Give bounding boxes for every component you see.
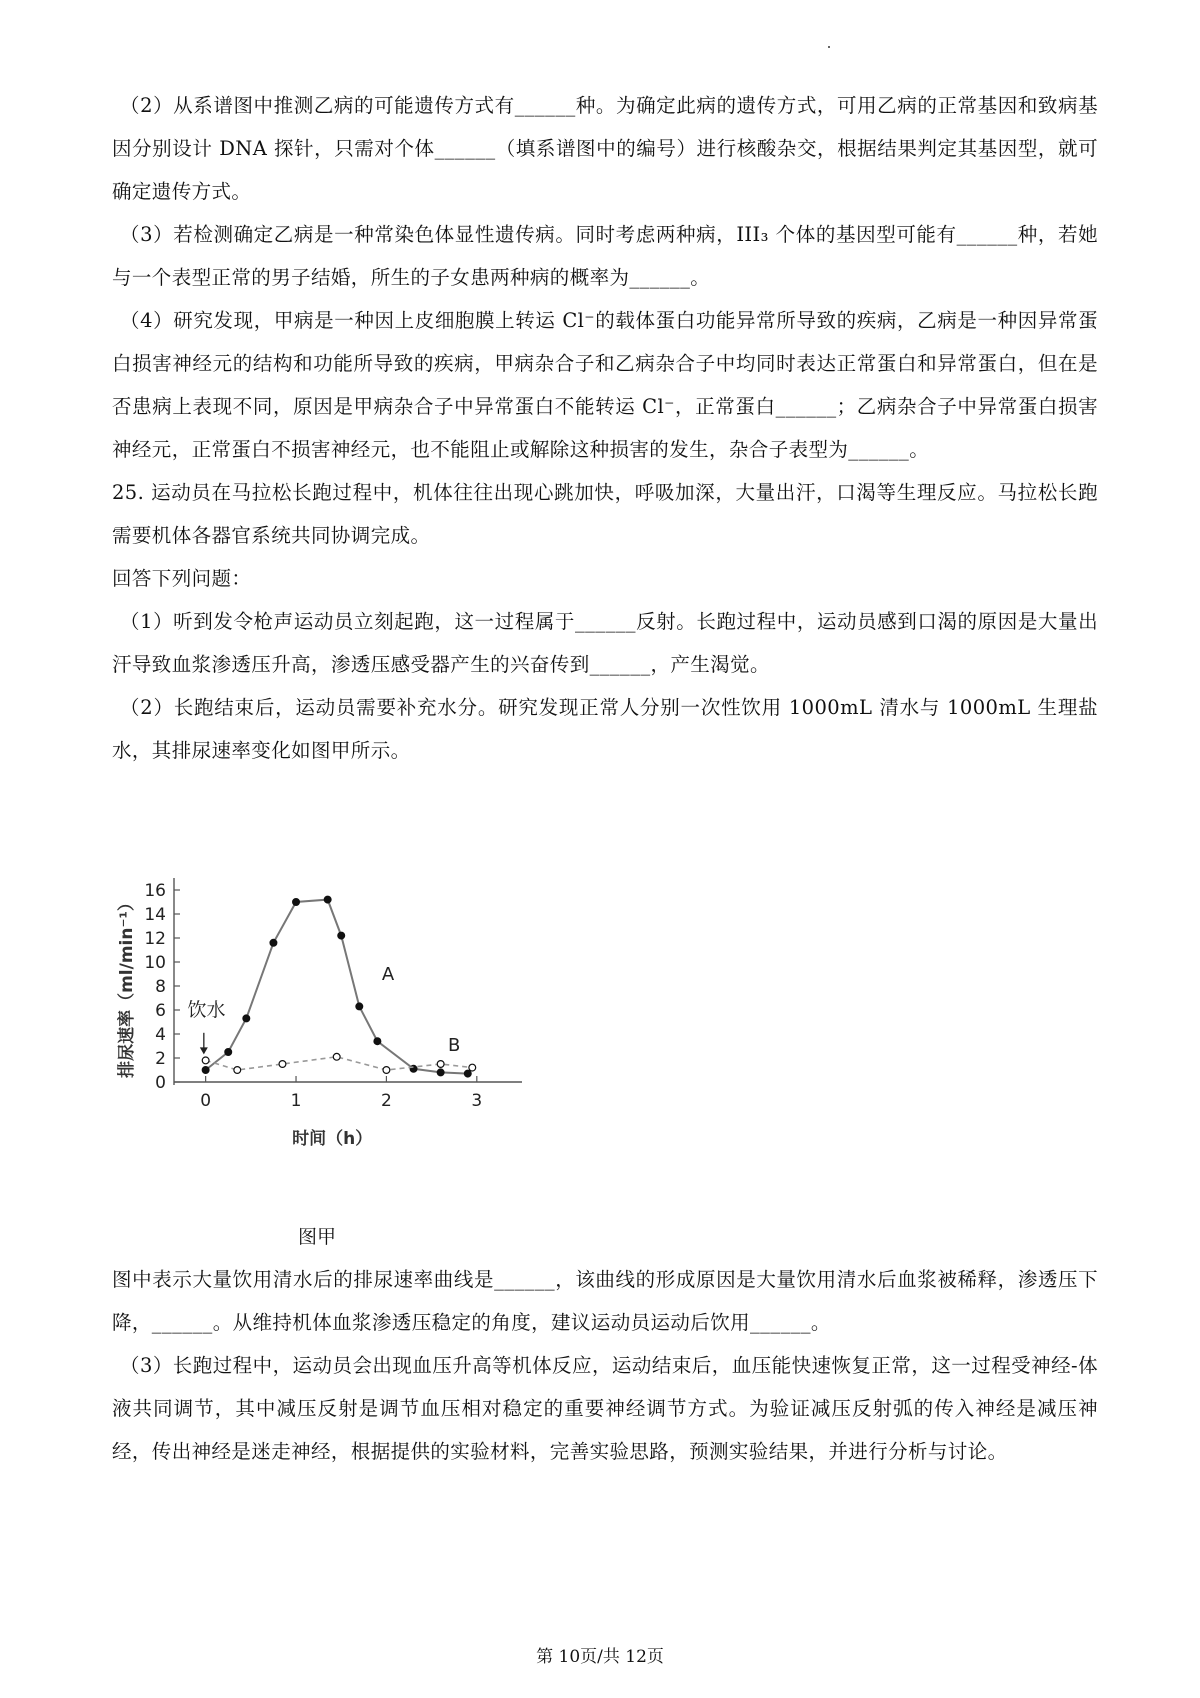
- x-tick-label: 0: [200, 1091, 212, 1111]
- x-tick-label: 2: [381, 1091, 392, 1111]
- data-point-B: [279, 1061, 286, 1068]
- data-point-A: [437, 1069, 444, 1076]
- data-point-A: [356, 1003, 363, 1010]
- question-text-bottom: [112, 1258, 1098, 1473]
- annotation-drink-label: 饮水: [187, 999, 226, 1021]
- paragraph-q25-3: （3）长跑过程中，运动员会出现血压升高等机体反应，运动结束后，血压能快速恢复正常，这一过程受神经-体液共同调节，其中减压反射是调节血压相对稳定的重要神经调节方式。为验证减压反射弧的传入神经是减压神经，传出神经是迷走神经，根据提供的实验材料，完善实验思路，预测实验结果，并进行分析与讨论。: [112, 1354, 1098, 1463]
- question-text-top: [112, 84, 1098, 772]
- series-label-A: A: [381, 964, 395, 985]
- paragraph-q4: （4）研究发现，甲病是一种因上皮细胞膜上转运 Cl⁻的载体蛋白功能异常所导致的疾病，乙病是一种因异常蛋白损害神经元的结构和功能所导致的疾病，甲病杂合子和乙病杂合子中均同时表达正常蛋白和异常蛋白，但在是否患病上表现不同，原因是甲病杂合子中异常蛋白不能转运 Cl⁻，正常蛋白______；乙病杂合子中异常蛋白损害神经元，正常蛋白不损害神经元，也不能阻止或解除这种损害的发生，杂合子表型为______。: [112, 309, 1098, 461]
- data-point-A: [243, 1015, 250, 1022]
- data-point-A: [202, 1067, 209, 1074]
- data-point-A: [324, 896, 331, 903]
- paragraph-q25-intro: 25. 运动员在马拉松长跑过程中，机体往往出现心跳加快，呼吸加深，大量出汗，口渴等生理反应。马拉松长跑需要机体各器官系统共同协调完成。: [112, 481, 1098, 547]
- y-axis-label: 排尿速率（ml/min⁻¹）: [117, 894, 137, 1078]
- series-label-B: B: [448, 1034, 461, 1056]
- figure-caption: 图甲: [298, 1226, 337, 1248]
- x-tick-label: 1: [290, 1091, 302, 1111]
- data-point-B: [469, 1064, 476, 1071]
- scan-speck: [828, 46, 830, 48]
- y-tick-label: 12: [144, 929, 166, 949]
- annotation-arrow-head: [200, 1047, 208, 1054]
- y-tick-label: 6: [155, 1001, 166, 1021]
- data-point-A: [410, 1065, 417, 1072]
- data-point-A: [293, 899, 300, 906]
- paragraph-answer-prompt: 回答下列问题：: [112, 567, 252, 590]
- paragraph-figure-question: 图中表示大量饮用清水后的排尿速率曲线是______，该曲线的形成原因是大量饮用清水后血浆被稀释，渗透压下降，______。从维持机体血浆渗透压稳定的角度，建议运动员运动后饮用______。: [112, 1268, 1098, 1334]
- data-point-A: [464, 1070, 471, 1077]
- y-tick-label: 14: [144, 905, 166, 925]
- y-tick-label: 2: [155, 1049, 166, 1069]
- page-footer: 第 10页/共 12页: [536, 1647, 664, 1667]
- paragraph-q25-2: （2）长跑结束后，运动员需要补充水分。研究发现正常人分别一次性饮用 1000mL 清水与 1000mL 生理盐水，其排尿速率变化如图甲所示。: [112, 696, 1098, 762]
- y-tick-label: 4: [155, 1025, 166, 1045]
- x-tick-label: 3: [471, 1091, 483, 1111]
- data-point-B: [383, 1067, 390, 1074]
- y-tick-label: 0: [155, 1073, 166, 1093]
- x-axis-label: 时间（h）: [292, 1129, 373, 1149]
- data-point-A: [270, 939, 277, 946]
- data-point-A: [374, 1038, 381, 1045]
- urine-rate-chart: [112, 860, 592, 1170]
- data-point-A: [338, 932, 345, 939]
- y-tick-label: 8: [155, 977, 166, 997]
- series-line-A: [206, 900, 468, 1074]
- paragraph-q3: （3）若检测确定乙病是一种常染色体显性遗传病。同时考虑两种病，III₃ 个体的基因型可能有______种，若她与一个表型正常的男子结婚，所生的子女患两种病的概率为______。: [112, 223, 1098, 289]
- data-point-B: [202, 1057, 209, 1064]
- y-tick-label: 16: [144, 881, 166, 901]
- y-tick-label: 10: [144, 953, 166, 973]
- paragraph-q25-1: （1）听到发令枪声运动员立刻起跑，这一过程属于______反射。长跑过程中，运动员感到口渴的原因是大量出汗导致血浆渗透压升高，渗透压感受器产生的兴奋传到______，产生渴觉。: [112, 610, 1098, 676]
- data-point-B: [234, 1067, 241, 1074]
- data-point-B: [333, 1053, 340, 1060]
- data-point-B: [437, 1061, 444, 1068]
- paragraph-q2: （2）从系谱图中推测乙病的可能遗传方式有______种。为确定此病的遗传方式，可用乙病的正常基因和致病基因分别设计 DNA 探针，只需对个体______（填系谱图中的编号）进行核酸杂交，根据结果判定其基因型，就可确定遗传方式。: [112, 94, 1098, 203]
- figure-jia-chart: [112, 860, 592, 1170]
- data-point-A: [225, 1049, 232, 1056]
